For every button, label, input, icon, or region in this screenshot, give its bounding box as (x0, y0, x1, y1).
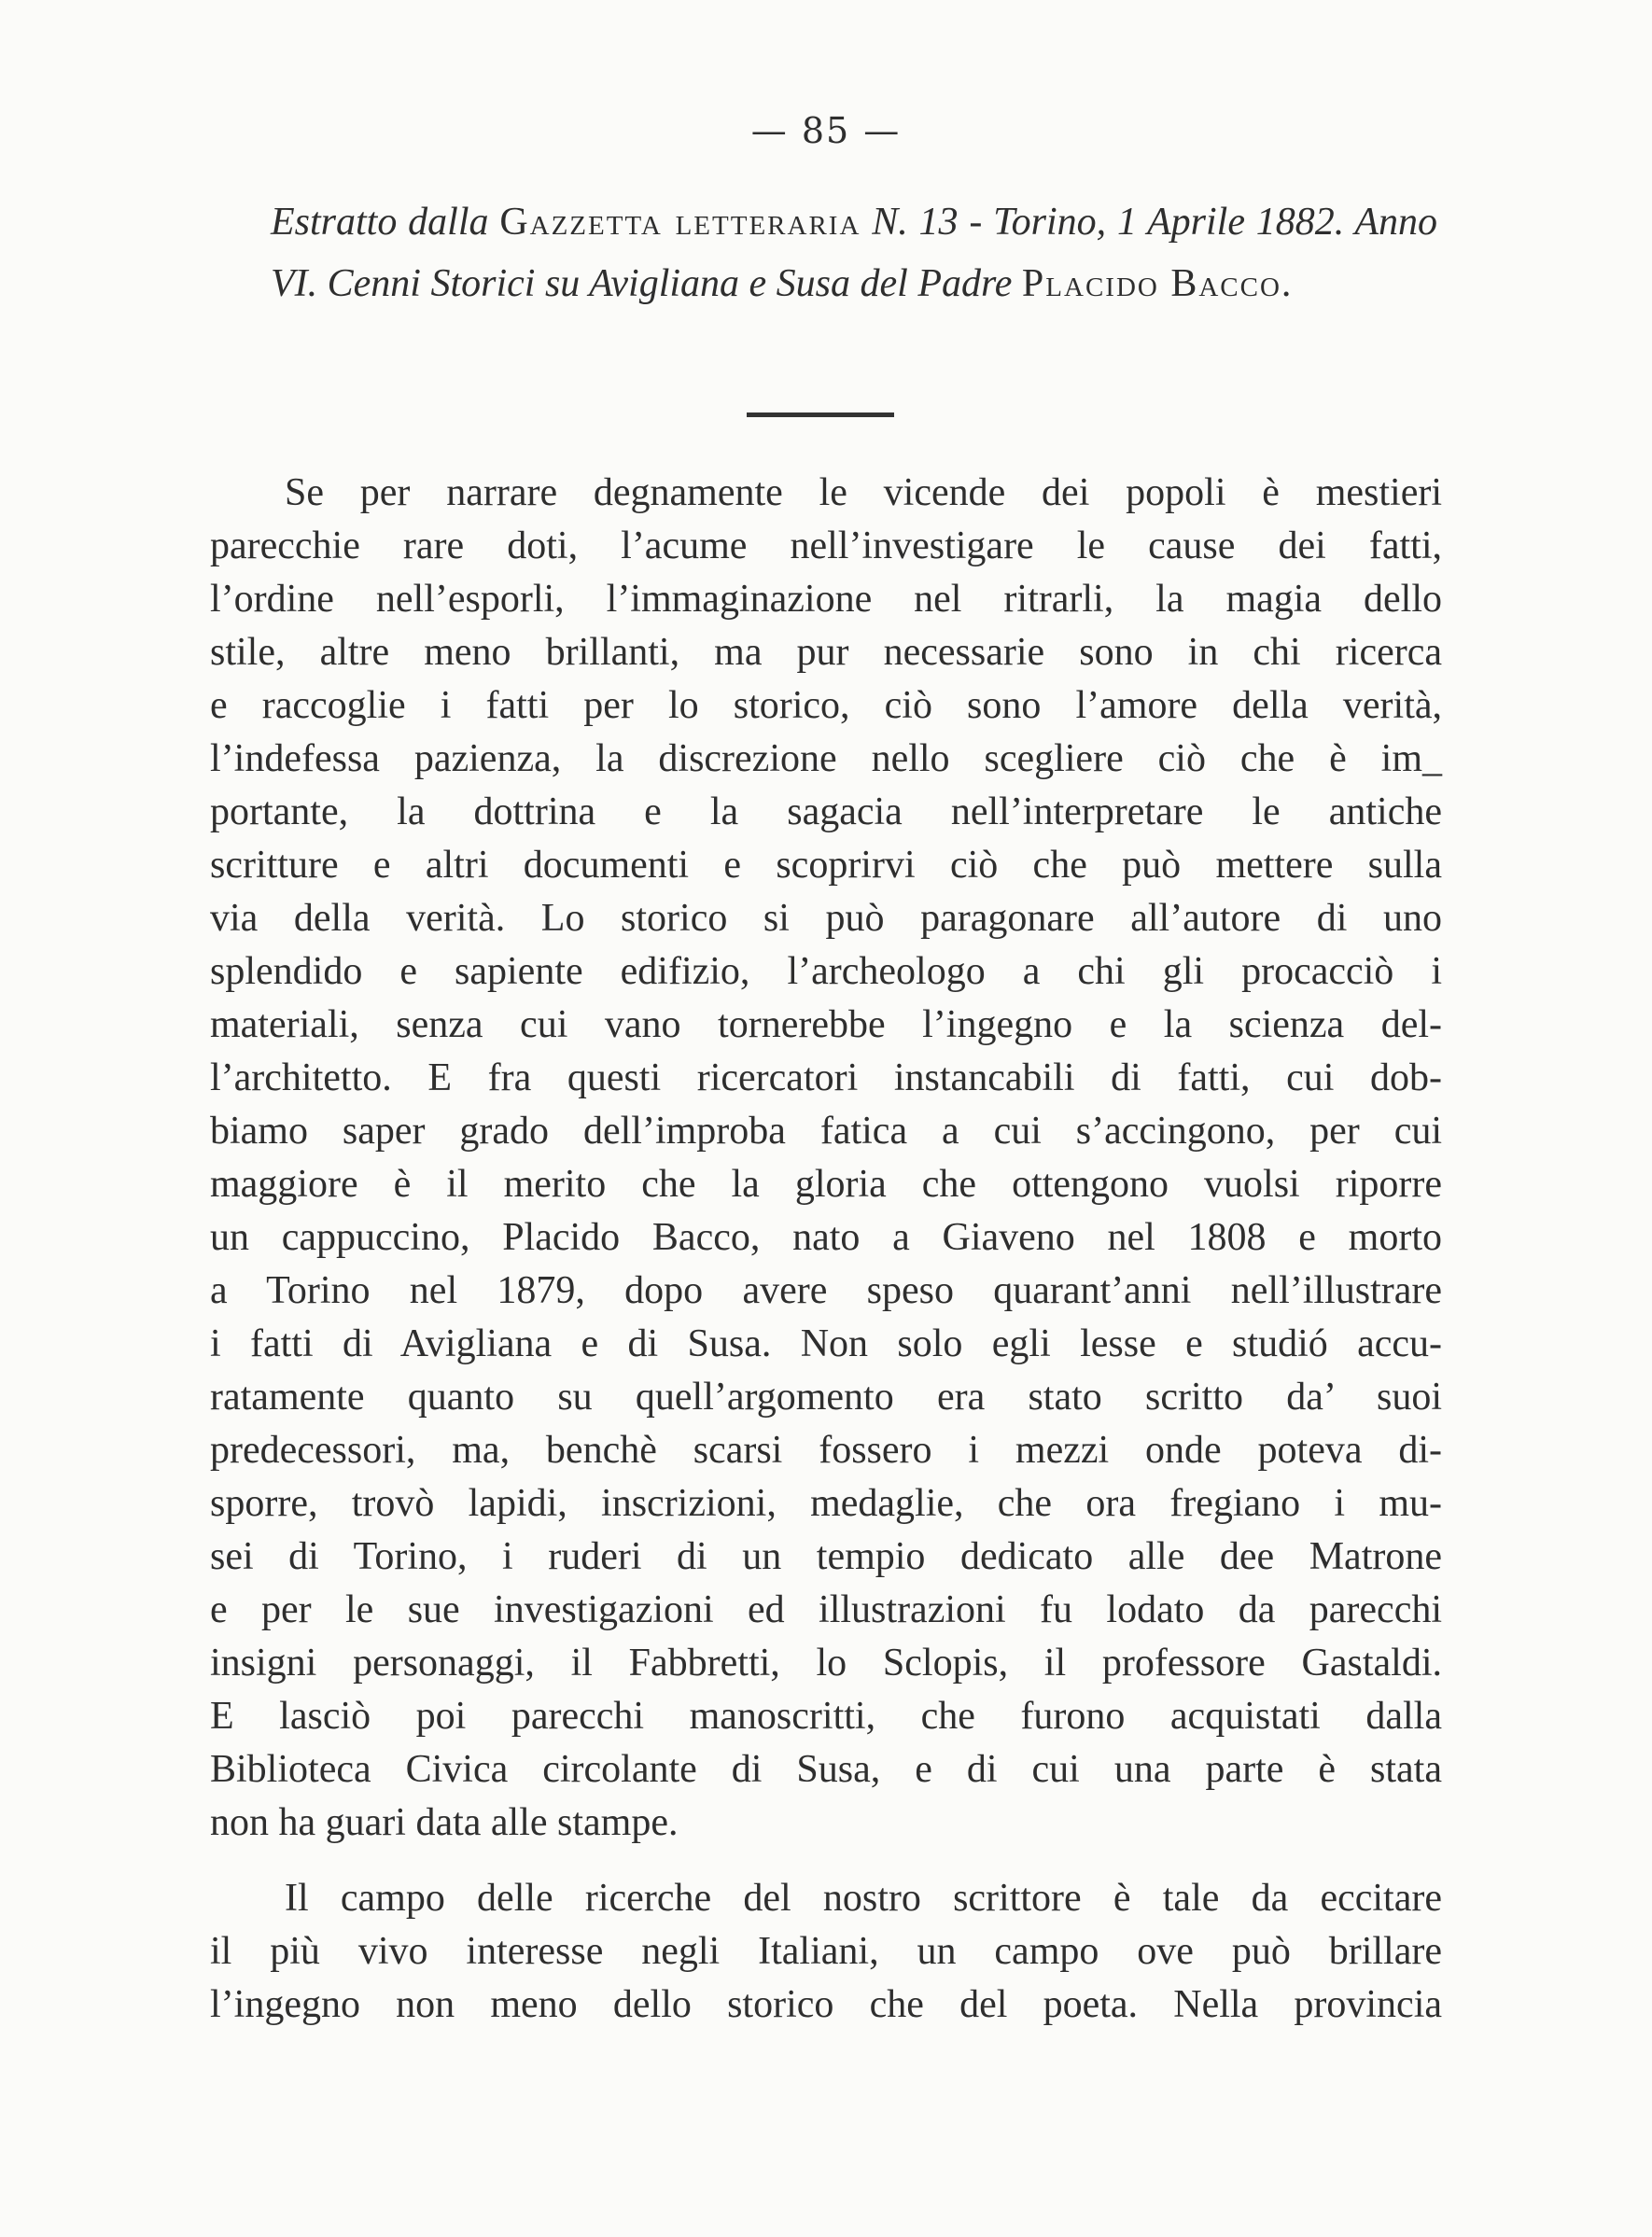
article-source-heading (271, 191, 1437, 315)
text-line: sei di Torino, i ruderi di un tempio dedicato alle dee Matrone (210, 1535, 1442, 1578)
text-line: Biblioteca Civica circolante di Susa, e di cui una parte è stata (210, 1748, 1442, 1791)
text-line: via della verità. Lo storico si può paragonare all’autore di uno (210, 897, 1442, 940)
text-line: portante, la dottrina e la sagacia nell’interpretare le antiche (210, 790, 1442, 833)
text-line: l’architetto. E fra questi ricercatori instancabili di fatti, cui dob- (210, 1056, 1442, 1099)
heading-segment: Gazzetta letteraria (499, 201, 861, 244)
text-line: splendido e sapiente edifizio, l’archeologo a chi gli procacciò i (210, 950, 1442, 993)
text-line: e raccoglie i fatti per lo storico, ciò sono l’amore della verità, (210, 684, 1442, 727)
heading-segment: Placido Bacco (1021, 262, 1281, 305)
text-line: non ha guari data alle stampe. (210, 1801, 679, 1844)
text-line: l’ordine nell’esporli, l’immaginazione nel ritrarli, la magia dello (210, 578, 1442, 621)
text-line: E lasciò poi parecchi manoscritti, che furono acquistati dalla (210, 1695, 1442, 1738)
paragraph-1 (210, 467, 1442, 1850)
text-line: a Torino nel 1879, dopo avere speso quarant’anni nell’illustrare (210, 1269, 1442, 1312)
text-line: materiali, senza cui vano tornerebbe l’ingegno e la scienza del- (210, 1003, 1442, 1046)
text-line: predecessori, ma, benchè scarsi fossero i mezzi onde poteva di- (210, 1429, 1442, 1472)
text-line: insigni personaggi, il Fabbretti, lo Sclopis, il professore Gastaldi. (210, 1642, 1442, 1685)
text-line: ratamente quanto su quell’argomento era stato scritto da’ suoi (210, 1376, 1442, 1419)
text-line: Il campo delle ricerche del nostro scrittore è tale da eccitare (285, 1877, 1442, 1920)
heading-segment: N. 13 - Torino, 1 Aprile 1882. Anno VI. Cenni Storici su Avigliana e Susa del Padre (271, 201, 1437, 305)
text-line: un cappuccino, Placido Bacco, nato a Giaveno nel 1808 e morto (210, 1216, 1442, 1259)
text-line: l’indefessa pazienza, la discrezione nello scegliere ciò che è im_ (210, 737, 1442, 780)
text-line: biamo saper grado dell’improba fatica a cui s’accingono, per cui (210, 1110, 1442, 1153)
text-line: scritture e altri documenti e scoprirvi ciò che può mettere sulla (210, 844, 1442, 887)
text-line: e per le sue investigazioni ed illustrazioni fu lodato da parecchi (210, 1588, 1442, 1631)
page-number: — 85 — (750, 110, 902, 151)
text-line: sporre, trovò lapidi, inscrizioni, medaglie, che ora fregiano i mu- (210, 1482, 1442, 1525)
text-line: stile, altre meno brillanti, ma pur necessarie sono in chi ricerca (210, 631, 1442, 674)
text-line: maggiore è il merito che la gloria che ottengono vuolsi riporre (210, 1163, 1442, 1206)
text-line: il più vivo interesse negli Italiani, un campo ove può brillare (210, 1930, 1442, 1973)
text-line: parecchie rare doti, l’acume nell’investigare le cause dei fatti, (210, 524, 1442, 567)
heading-segment: Estratto dalla (271, 201, 500, 244)
heading-segment: . (1281, 262, 1292, 305)
text-line: l’ingegno non meno dello storico che del poeta. Nella provincia (210, 1983, 1442, 2026)
text-line: i fatti di Avigliana e di Susa. Non solo egli lesse e studió accu- (210, 1322, 1442, 1365)
section-divider (747, 412, 894, 417)
paragraph-2 (210, 1872, 1442, 2032)
text-line: Se per narrare degnamente le vicende dei popoli è mestieri (285, 471, 1442, 514)
